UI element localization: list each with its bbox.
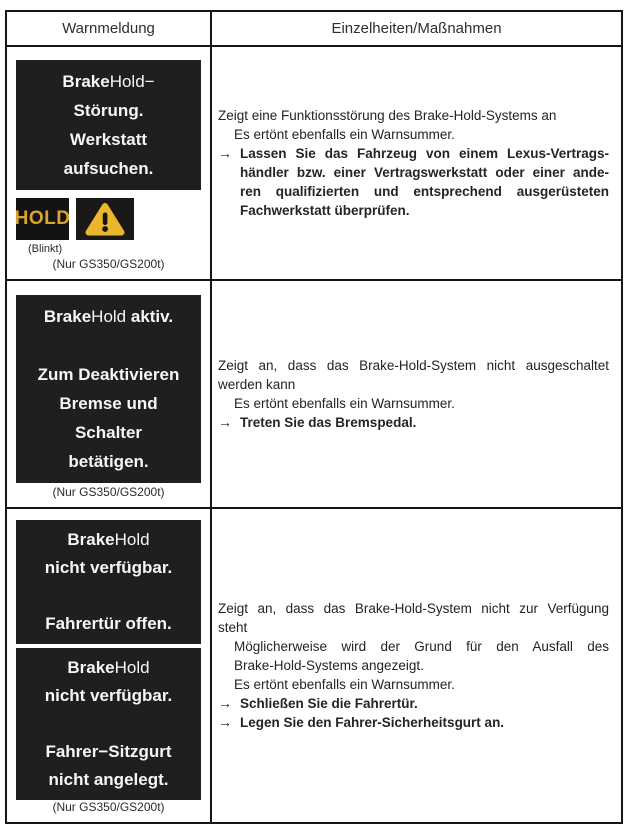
- arrow-icon: →: [218, 414, 232, 430]
- display-line: BrakeHold: [67, 658, 150, 677]
- display-line: betätigen.: [68, 452, 149, 471]
- indicator-icons: [16, 198, 201, 240]
- model-note: (Nur GS350/GS200t): [52, 485, 165, 499]
- action-item: [218, 694, 609, 713]
- display-line: Werkstatt: [69, 130, 148, 149]
- warning-cell-brakehold-nicht-verfuegbar: [7, 509, 212, 822]
- header-warnmeldung: Warnmeldung: [7, 12, 212, 45]
- multi-info-display-message: [16, 648, 201, 800]
- detail-line: Es ertönt ebenfalls ein Warnsummer.: [234, 127, 455, 142]
- display-line: Schalter: [74, 423, 143, 442]
- detail-line: Zeigt an, dass das Brake-Hold-System nicht zur Verfügung: [218, 601, 609, 616]
- multi-info-display-message: [16, 295, 201, 483]
- action-text: Lassen Sie das Fahrzeug von einem Lexus-Vertrags- händler bzw. einer Vertragswerkstatt oder einer ande- ren qualifizierten und entsprechend ausgerüsteten Fachwerkstatt überprüfen.: [240, 146, 609, 218]
- model-note: (Nur GS350/GS200t): [52, 257, 165, 271]
- details-cell: [212, 281, 621, 507]
- details-cell: [212, 509, 621, 822]
- details-cell: [212, 47, 621, 279]
- detail-line: Zeigt an, dass das Brake-Hold-System nicht ausgeschaltet: [218, 358, 609, 373]
- header-einzelheiten: Einzelheiten/Maßnahmen: [331, 20, 502, 37]
- detail-line: Es ertönt ebenfalls ein Warnsummer.: [234, 396, 455, 411]
- action-text: Schließen Sie die Fahrertür.: [240, 696, 418, 711]
- display-line: Fahrertür offen.: [45, 614, 172, 633]
- display-blank-line: [16, 582, 201, 610]
- display-line: Bremse und: [59, 394, 158, 413]
- model-note: (Nur GS350/GS200t): [52, 800, 165, 814]
- table-header-row: [7, 12, 621, 47]
- detail-line: Brake-Hold-Systems angezeigt.: [234, 658, 424, 673]
- table-row: [7, 47, 621, 281]
- action-item: [218, 713, 609, 732]
- display-line: Zum Deaktivieren: [37, 365, 180, 384]
- multi-info-display-message: [16, 520, 201, 644]
- detail-line: Möglicherweise wird der Grund für den Ausfall des: [234, 639, 609, 654]
- action-item: [218, 144, 609, 220]
- display-line: aufsuchen.: [63, 159, 154, 178]
- detail-line: Zeigt eine Funktionsstörung des Brake-Hold-Systems an: [218, 108, 557, 123]
- hold-indicator: HOLD: [16, 198, 69, 240]
- display-line: nicht angelegt.: [48, 770, 169, 789]
- arrow-icon: →: [218, 145, 232, 161]
- display-line: Fahrer−Sitzgurt: [45, 742, 172, 761]
- detail-line: steht: [218, 620, 248, 635]
- warning-message-table: [5, 10, 623, 824]
- warning-triangle-icon: [76, 198, 134, 240]
- detail-line: werden kann: [218, 377, 296, 392]
- display-line: nicht verfügbar.: [44, 686, 173, 705]
- warning-cell-brakehold-stoerung: [7, 47, 212, 279]
- action-item: [218, 413, 609, 432]
- action-text: Legen Sie den Fahrer-Sicherheitsgurt an.: [240, 715, 505, 730]
- table-row: [7, 281, 621, 509]
- blinkt-caption: (Blinkt): [28, 243, 63, 255]
- display-blank-line: [16, 331, 201, 360]
- table-row: [7, 509, 621, 822]
- multi-info-display-message: [16, 60, 201, 190]
- display-line: Störung.: [73, 101, 144, 120]
- display-line: BrakeHold: [67, 530, 150, 549]
- arrow-icon: →: [218, 714, 232, 730]
- display-line: nicht verfügbar.: [44, 558, 173, 577]
- display-line: BrakeHold−: [62, 72, 155, 91]
- display-blank-line: [16, 710, 201, 738]
- arrow-icon: →: [218, 695, 232, 711]
- detail-line: Es ertönt ebenfalls ein Warnsummer.: [234, 677, 455, 692]
- warning-cell-brakehold-aktiv: [7, 281, 212, 507]
- display-line: BrakeHold aktiv.: [43, 307, 174, 326]
- action-text: Treten Sie das Bremspedal.: [240, 415, 417, 430]
